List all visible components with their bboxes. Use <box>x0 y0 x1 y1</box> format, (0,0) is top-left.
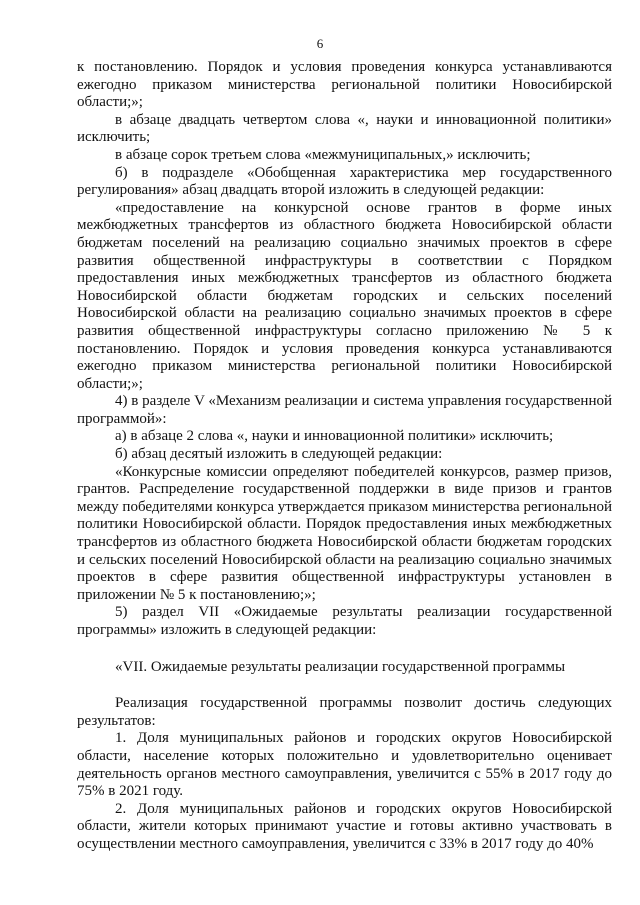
paragraph: 4) в разделе V «Механизм реализации и система управления государственной программой»: <box>77 393 612 427</box>
paragraph: а) в абзаце 2 слова «, науки и инновационной политики» исключить; <box>115 428 554 445</box>
paragraph: к постановлению. Порядок и условия проведения конкурса устанавливаются ежегодно приказом министерства региональной политики Новосибирской области;»; <box>77 59 612 111</box>
paragraph: б) в подразделе «Обобщенная характеристика мер государственного регулирования» абзац двадцать второй изложить в следующей редакции: <box>77 164 612 199</box>
paragraph: б) абзац десятый изложить в следующей редакции: <box>115 446 443 463</box>
paragraph: 2. Доля муниципальных районов и городских округов Новосибирской области, жители которых принимают участие и готовы активно участвовать в осуществлении местного самоуправления, увеличится с 33% в 2017 году до 40% <box>77 800 612 852</box>
paragraph: в абзаце двадцать четвертом слова «, науки и инновационной политики» исключить; <box>77 111 612 146</box>
paragraph: Реализация государственной программы позволит достичь следующих результатов: <box>77 695 612 729</box>
paragraph: «предоставление на конкурсной основе грантов в форме иных межбюджетных трансфертов из областного бюджета Новосибирской области бюджетам поселений на реализацию социально значимых проектов в сфере развития общественной инфраструктуры в соответствии с Порядком предоставления иных межбюджетных трансфертов из областного бюджета Новосибирской области бюджетам городских и сельских поселений Новосибирской области на реализацию социально значимых проектов в сфере развития общественной инфраструктуры согласно приложению № 5 к постановлению. Порядок и условия проведения конкурса устанавливаются ежегодно приказом министерства региональной политики Новосибирской области;»; <box>77 199 612 392</box>
page-number: 6 <box>316 36 324 51</box>
paragraph: 5) раздел VII «Ожидаемые результаты реализации государственной программы» изложить в следующей редакции: <box>77 604 612 638</box>
paragraph: в абзаце сорок третьем слова «межмуниципальных,» исключить; <box>115 146 531 163</box>
paragraph: 1. Доля муниципальных районов и городских округов Новосибирской области, население которых положительно и удовлетворительно оценивает деятельность органов местного самоуправления, увеличится с 55% в 2017 году до 75% в 2021 году. <box>77 730 612 800</box>
document-body <box>77 59 612 854</box>
section-heading: «VII. Ожидаемые результаты реализации государственной программы <box>115 658 566 675</box>
paragraph: «Конкурсные комиссии определяют победителей конкурсов, размер призов, грантов. Распределение государственной поддержки в виде призов и грантов между победителями конкурса утверждается приказом министерства региональной политики Новосибирской области. Порядок предоставления иных межбюджетных трансфертов из областного бюджета Новосибирской области бюджетам городских и сельских поселений Новосибирской области на реализацию социально значимых проектов в сфере развития общественной инфраструктуры установлен в приложении № 5 к постановлению;»; <box>77 463 612 603</box>
